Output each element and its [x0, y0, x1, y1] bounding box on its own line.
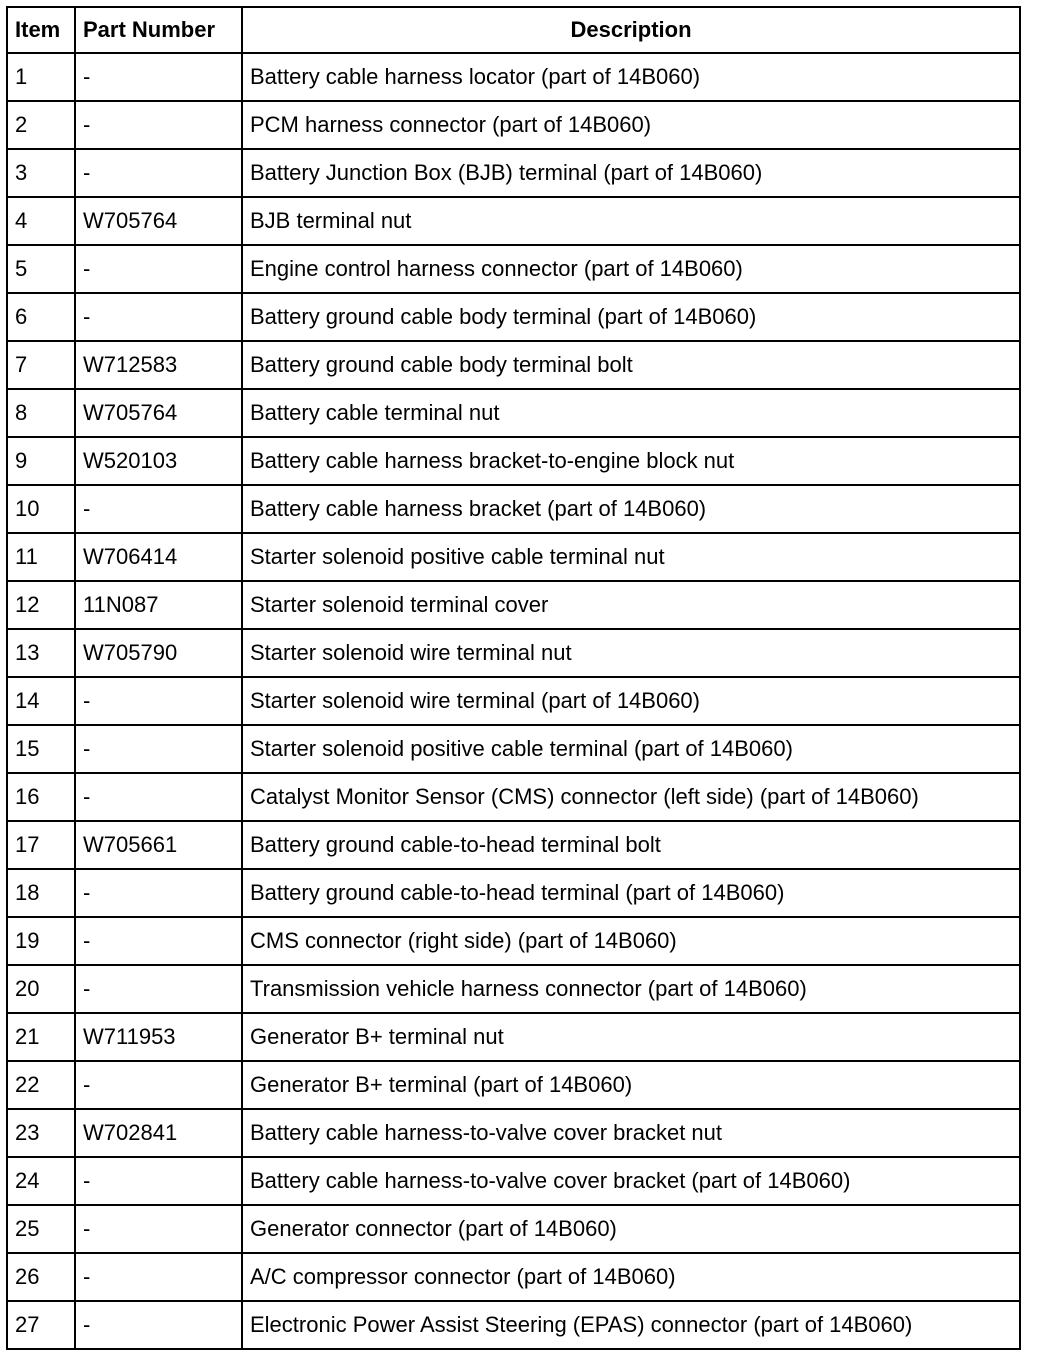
cell-part-number: -	[75, 1157, 242, 1205]
cell-item: 16	[7, 773, 75, 821]
cell-item: 7	[7, 341, 75, 389]
cell-part-number: 11N087	[75, 581, 242, 629]
cell-part-number: -	[75, 1253, 242, 1301]
cell-part-number: W705661	[75, 821, 242, 869]
cell-description: Starter solenoid wire terminal (part of 14B060)	[242, 677, 1020, 725]
header-item: Item	[7, 7, 75, 53]
cell-item: 17	[7, 821, 75, 869]
cell-description: Battery ground cable body terminal (part of 14B060)	[242, 293, 1020, 341]
cell-description: Starter solenoid terminal cover	[242, 581, 1020, 629]
table-row	[7, 917, 1020, 965]
cell-description: Battery cable harness locator (part of 14B060)	[242, 53, 1020, 101]
cell-description: Starter solenoid positive cable terminal nut	[242, 533, 1020, 581]
cell-part-number: -	[75, 1301, 242, 1349]
cell-description: Battery cable harness-to-valve cover bracket (part of 14B060)	[242, 1157, 1020, 1205]
cell-description: Battery ground cable body terminal bolt	[242, 341, 1020, 389]
cell-part-number: -	[75, 869, 242, 917]
cell-item: 25	[7, 1205, 75, 1253]
cell-item: 26	[7, 1253, 75, 1301]
table-row	[7, 197, 1020, 245]
table-row	[7, 725, 1020, 773]
header-part-number: Part Number	[75, 7, 242, 53]
cell-description: Battery cable harness-to-valve cover bracket nut	[242, 1109, 1020, 1157]
table-header	[7, 7, 1020, 53]
cell-item: 6	[7, 293, 75, 341]
cell-item: 4	[7, 197, 75, 245]
cell-item: 27	[7, 1301, 75, 1349]
cell-description: Battery ground cable-to-head terminal bolt	[242, 821, 1020, 869]
cell-part-number: -	[75, 965, 242, 1013]
cell-part-number: -	[75, 293, 242, 341]
cell-description: Transmission vehicle harness connector (part of 14B060)	[242, 965, 1020, 1013]
cell-item: 13	[7, 629, 75, 677]
cell-item: 12	[7, 581, 75, 629]
cell-part-number: W705764	[75, 197, 242, 245]
cell-description: Electronic Power Assist Steering (EPAS) connector (part of 14B060)	[242, 1301, 1020, 1349]
cell-item: 24	[7, 1157, 75, 1205]
cell-item: 2	[7, 101, 75, 149]
cell-part-number: W705764	[75, 389, 242, 437]
cell-part-number: -	[75, 53, 242, 101]
cell-item: 15	[7, 725, 75, 773]
header-description: Description	[242, 7, 1020, 53]
cell-description: BJB terminal nut	[242, 197, 1020, 245]
cell-item: 8	[7, 389, 75, 437]
cell-description: Starter solenoid wire terminal nut	[242, 629, 1020, 677]
table-row	[7, 293, 1020, 341]
table-row	[7, 389, 1020, 437]
cell-item: 11	[7, 533, 75, 581]
cell-description: Battery cable terminal nut	[242, 389, 1020, 437]
cell-item: 9	[7, 437, 75, 485]
cell-description: Engine control harness connector (part of 14B060)	[242, 245, 1020, 293]
cell-item: 22	[7, 1061, 75, 1109]
cell-description: Generator B+ terminal (part of 14B060)	[242, 1061, 1020, 1109]
cell-part-number: -	[75, 917, 242, 965]
cell-item: 20	[7, 965, 75, 1013]
cell-item: 19	[7, 917, 75, 965]
table-row	[7, 437, 1020, 485]
table-row	[7, 245, 1020, 293]
cell-item: 18	[7, 869, 75, 917]
table-row	[7, 1061, 1020, 1109]
cell-part-number: W711953	[75, 1013, 242, 1061]
parts-table	[6, 6, 1021, 1350]
cell-description: Starter solenoid positive cable terminal (part of 14B060)	[242, 725, 1020, 773]
cell-part-number: -	[75, 1205, 242, 1253]
cell-part-number: -	[75, 1061, 242, 1109]
table-row	[7, 149, 1020, 197]
table-row	[7, 629, 1020, 677]
cell-description: A/C compressor connector (part of 14B060)	[242, 1253, 1020, 1301]
cell-description: Generator connector (part of 14B060)	[242, 1205, 1020, 1253]
cell-part-number: W702841	[75, 1109, 242, 1157]
cell-part-number: -	[75, 677, 242, 725]
cell-description: PCM harness connector (part of 14B060)	[242, 101, 1020, 149]
cell-description: CMS connector (right side) (part of 14B060)	[242, 917, 1020, 965]
table-row	[7, 533, 1020, 581]
table-row	[7, 773, 1020, 821]
cell-part-number: W706414	[75, 533, 242, 581]
table-row	[7, 821, 1020, 869]
table-row	[7, 677, 1020, 725]
cell-description: Battery cable harness bracket-to-engine block nut	[242, 437, 1020, 485]
table-row	[7, 581, 1020, 629]
table-row	[7, 1157, 1020, 1205]
cell-item: 23	[7, 1109, 75, 1157]
table-row	[7, 1301, 1020, 1349]
cell-item: 10	[7, 485, 75, 533]
table-row	[7, 1253, 1020, 1301]
table-row	[7, 53, 1020, 101]
cell-item: 5	[7, 245, 75, 293]
table-body	[7, 53, 1020, 1349]
cell-part-number: -	[75, 485, 242, 533]
table-row	[7, 1013, 1020, 1061]
cell-part-number: W520103	[75, 437, 242, 485]
table-row	[7, 1109, 1020, 1157]
table-row	[7, 869, 1020, 917]
cell-item: 14	[7, 677, 75, 725]
cell-item: 3	[7, 149, 75, 197]
table-row	[7, 101, 1020, 149]
cell-description: Battery cable harness bracket (part of 14B060)	[242, 485, 1020, 533]
table-row	[7, 965, 1020, 1013]
cell-part-number: -	[75, 773, 242, 821]
cell-part-number: -	[75, 245, 242, 293]
cell-part-number: W705790	[75, 629, 242, 677]
cell-description: Battery ground cable-to-head terminal (part of 14B060)	[242, 869, 1020, 917]
cell-part-number: -	[75, 101, 242, 149]
cell-part-number: -	[75, 725, 242, 773]
cell-part-number: W712583	[75, 341, 242, 389]
cell-item: 1	[7, 53, 75, 101]
header-row	[7, 7, 1020, 53]
table-row	[7, 1205, 1020, 1253]
cell-part-number: -	[75, 149, 242, 197]
table-row	[7, 341, 1020, 389]
cell-description: Catalyst Monitor Sensor (CMS) connector (left side) (part of 14B060)	[242, 773, 1020, 821]
cell-description: Battery Junction Box (BJB) terminal (part of 14B060)	[242, 149, 1020, 197]
table-row	[7, 485, 1020, 533]
cell-item: 21	[7, 1013, 75, 1061]
cell-description: Generator B+ terminal nut	[242, 1013, 1020, 1061]
